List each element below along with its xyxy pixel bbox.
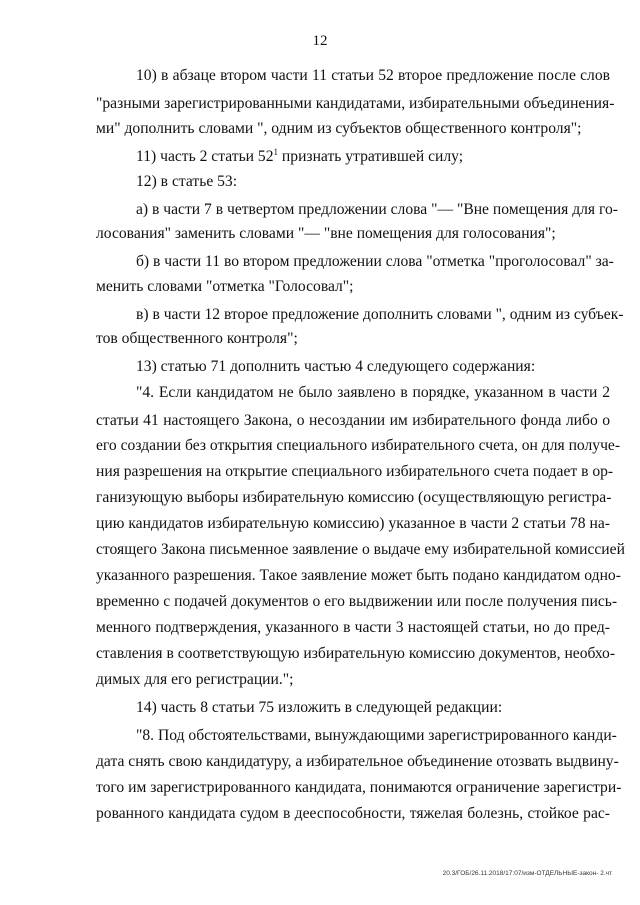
paragraph-line: ми" дополнить словами ", одним из субъектов общественного контроля"; <box>96 120 582 137</box>
line-text: признать утратившей силу; <box>278 148 464 165</box>
paragraph-line: "4. Если кандидатом не было заявлено в порядке, указанном в части 2 <box>136 384 610 401</box>
paragraph-line: цию кандидатов избирательную комиссию) указанное в части 2 статьи 78 на- <box>96 515 610 532</box>
superscript: 1 <box>273 147 279 157</box>
paragraph-line: ставления в соответствующую избирательную комиссию документов, необхо- <box>96 645 616 662</box>
paragraph-line: рованного кандидата судом в дееспособности, тяжелая болезнь, стойкое рас- <box>96 805 610 822</box>
paragraph-line: тов общественного контроля"; <box>96 330 298 347</box>
paragraph-line: б) в части 11 во втором предложении слова "отметка "проголосовал" за- <box>136 253 614 270</box>
paragraph-line: а) в части 7 в четвертом предложении слова "— "Вне помещения для го- <box>136 201 618 218</box>
paragraph-line: в) в части 12 второе предложение дополнить словами ", одним из субъек- <box>136 306 624 323</box>
page-number: 12 <box>312 33 328 49</box>
paragraph-line: статьи 41 настоящего Закона, о несоздании им избирательного фонда либо о <box>96 412 610 429</box>
paragraph-line: 13) статью 71 дополнить частью 4 следующего содержания: <box>136 358 536 375</box>
paragraph-line: лосования" заменить словами "— "вне помещения для голосования"; <box>96 225 556 242</box>
paragraph-line: 10) в абзаце втором части 11 статьи 52 второе предложение после слов <box>136 67 610 84</box>
paragraph-line: временно с подачей документов о его выдвижении или после получения пись- <box>96 593 618 610</box>
paragraph-line: 12) в статье 53: <box>136 173 238 190</box>
paragraph-line: того им зарегистрированного кандидата, понимаются ограничение зарегистри- <box>96 779 622 796</box>
paragraph-line: менного подтверждения, указанного в части 3 настоящей статьи, но до пред- <box>96 619 610 636</box>
paragraph-line: "8. Под обстоятельствами, вынуждающими зарегистрированного канди- <box>136 727 617 744</box>
paragraph-line: ния разрешения на открытие специального избирательного счета подает в ор- <box>96 463 614 480</box>
paragraph-line <box>136 147 610 167</box>
paragraph-line: "разными зарегистрированными кандидатами, избирательными объединения- <box>96 95 615 112</box>
paragraph-line: указанного разрешения. Такое заявление может быть подано кандидатом одно- <box>96 567 621 584</box>
paragraph-line: димых для его регистрации."; <box>96 671 294 688</box>
paragraph-line: 14) часть 8 статьи 75 изложить в следующей редакции: <box>136 699 503 716</box>
paragraph-line: менить словами "отметка "Голосовал"; <box>96 278 354 295</box>
paragraph-line: дата снять свою кандидатуру, а избирательное объединение отозвать выдвину- <box>96 753 619 770</box>
paragraph-line: его создании без открытия специального избирательного счета, он для получе- <box>96 437 621 454</box>
paragraph-line: ганизующую выборы избирательную комиссию (осуществляющую регистра- <box>96 489 612 506</box>
document-footer-code: 20.3/ГОБ/26.11.2018/17:07/изм-ОТДЕЛЬНЫЕ-закон- 2.чт <box>442 870 612 877</box>
line-text: 11) часть 2 статьи 52 <box>136 148 274 165</box>
paragraph-line: стоящего Закона письменное заявление о выдаче ему избирательной комиссией <box>96 541 625 558</box>
